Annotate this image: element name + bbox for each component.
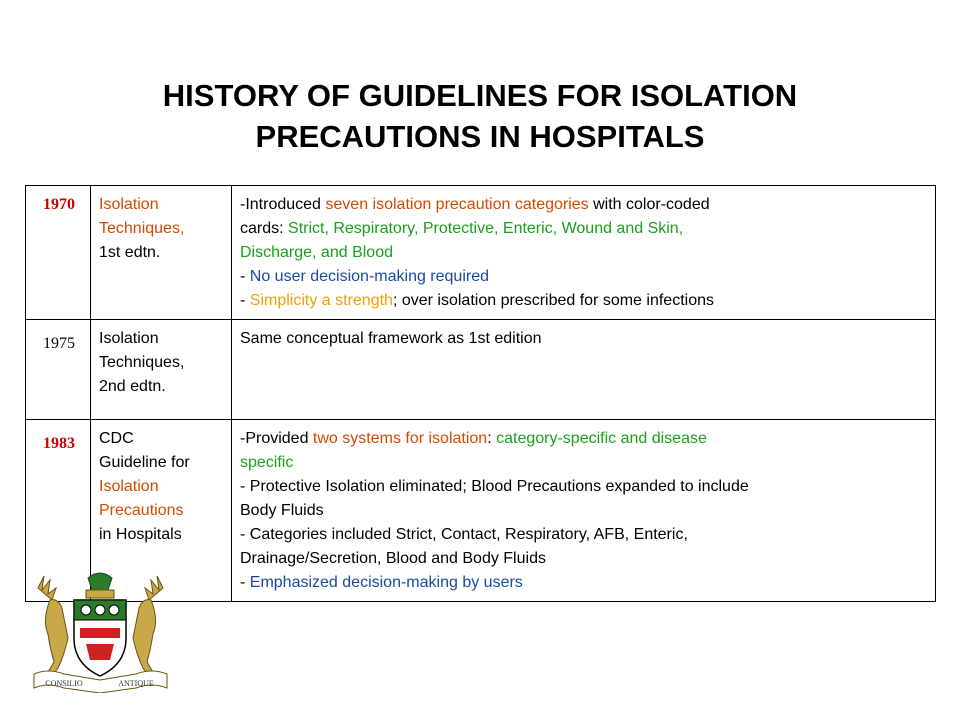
desc-line: [240, 217, 929, 241]
desc-line: [240, 571, 929, 595]
year-1970: 1970: [43, 196, 75, 213]
highlight-blue: No user decision-making required: [249, 268, 490, 285]
helmet-crest-icon: [86, 573, 114, 598]
desc-line: Body Fluids: [240, 502, 324, 519]
desc-line: Drainage/Secretion, Blood and Body Fluids: [240, 550, 546, 567]
name-line: CDC: [99, 430, 134, 447]
name-line: Precautions: [99, 502, 184, 519]
desc-text: ; over isolation prescribed for some infections: [392, 292, 714, 309]
desc-text: -: [240, 574, 250, 591]
name-line: Techniques,: [99, 354, 185, 371]
highlight-green: Strict, Respiratory, Protective, Enteric, Wound and Skin,: [288, 220, 684, 237]
description-cell: [232, 420, 936, 602]
name-line: in Hospitals: [99, 526, 182, 543]
highlight-blue: Emphasized decision-making by users: [249, 574, 523, 591]
name-line: Isolation: [99, 196, 159, 213]
name-line: Isolation: [99, 330, 159, 347]
desc-line: - Categories included Strict, Contact, Respiratory, AFB, Enteric,: [240, 526, 688, 543]
year-cell: [26, 186, 91, 320]
name-line: Guideline for: [99, 454, 190, 471]
desc-line: specific: [240, 454, 294, 471]
desc-text: -Provided: [240, 430, 313, 447]
desc-line: [240, 427, 929, 451]
desc-text: -: [240, 268, 250, 285]
page-title: [0, 75, 960, 157]
desc-line: [240, 289, 929, 313]
highlight-amber: Simplicity a strength: [249, 292, 393, 309]
name-line: 1st edtn.: [99, 244, 161, 261]
desc-line: Discharge, and Blood: [240, 244, 393, 261]
year-1975: 1975: [43, 335, 75, 352]
left-deer-icon: [38, 576, 68, 676]
motto-right: ANTIQUE: [118, 679, 154, 688]
desc-line: [240, 265, 929, 289]
name-line: 2nd edtn.: [99, 378, 166, 395]
highlight-red: two systems for isolation: [312, 430, 488, 447]
year-cell: [26, 320, 91, 420]
year-1983: 1983: [43, 435, 75, 452]
right-deer-icon: [133, 576, 163, 676]
description-cell: [232, 320, 936, 420]
desc-text: cards:: [240, 220, 289, 237]
table-row: [26, 186, 936, 320]
name-line: Techniques,: [99, 220, 185, 237]
coat-of-arms-logo: [28, 568, 173, 693]
guideline-name-cell: [91, 320, 232, 420]
desc-text: with color-coded: [588, 196, 710, 213]
shield-icon: [74, 600, 126, 676]
desc-line: Same conceptual framework as 1st edition: [240, 330, 542, 347]
table-row: [26, 320, 936, 420]
name-line: Isolation: [99, 478, 159, 495]
desc-text: -: [240, 292, 250, 309]
desc-text: -Introduced: [240, 196, 326, 213]
guidelines-history-table: [25, 185, 936, 602]
description-cell: [232, 186, 936, 320]
desc-line: - Protective Isolation eliminated; Blood Precautions expanded to include: [240, 478, 749, 495]
desc-text: :: [487, 430, 497, 447]
title-line-1: HISTORY OF GUIDELINES FOR ISOLATION: [162, 78, 798, 113]
highlight-green: category-specific and disease: [496, 430, 707, 447]
title-line-2: PRECAUTIONS IN HOSPITALS: [255, 119, 705, 154]
guideline-name-cell: [91, 186, 232, 320]
desc-line: [240, 193, 929, 217]
motto-left: CONSILIO: [45, 679, 83, 688]
highlight-red: seven isolation precaution categories: [325, 196, 589, 213]
